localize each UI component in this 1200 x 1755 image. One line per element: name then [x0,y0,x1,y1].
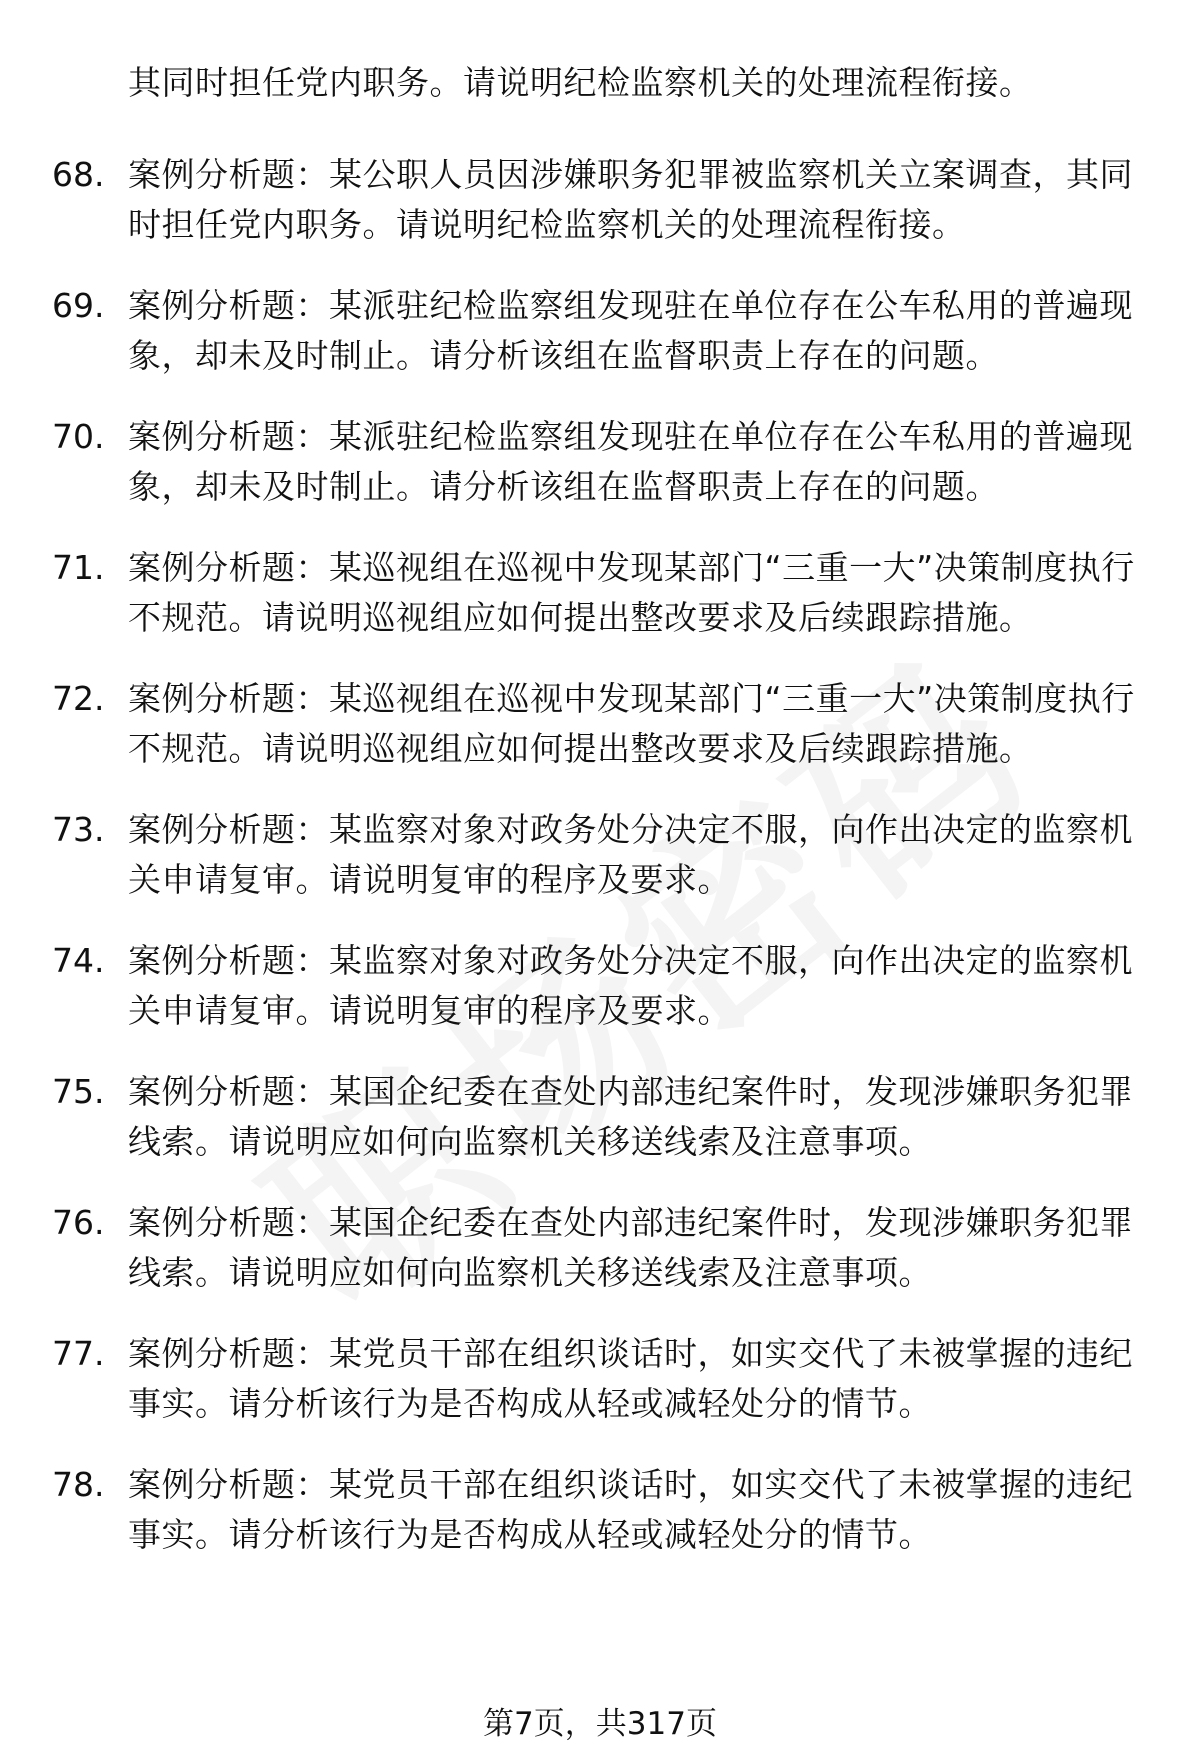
question-number: 78. [52,1465,105,1504]
question-text: 案例分析题：某国企纪委在查处内部违纪案件时，发现涉嫌职务犯罪线索。请说明应如何向监察机关移送线索及注意事项。 [128,1072,1133,1161]
question-text: 案例分析题：某监察对象对政务处分决定不服，向作出决定的监察机关申请复审。请说明复审的程序及要求。 [128,810,1133,899]
question-number: 68. [52,155,105,194]
question-item [0,543,1200,643]
question-item [0,1329,1200,1429]
question-text: 案例分析题：某国企纪委在查处内部违纪案件时，发现涉嫌职务犯罪线索。请说明应如何向监察机关移送线索及注意事项。 [128,1203,1133,1292]
question-text: 案例分析题：某监察对象对政务处分决定不服，向作出决定的监察机关申请复审。请说明复审的程序及要求。 [128,941,1133,1030]
question-text: 案例分析题：某派驻纪检监察组发现驻在单位存在公车私用的普遍现象，却未及时制止。请分析该组在监督职责上存在的问题。 [128,417,1133,506]
question-item [0,674,1200,774]
question-number: 76. [52,1203,105,1242]
question-number: 75. [52,1072,105,1111]
question-number: 72. [52,679,105,718]
question-number: 73. [52,810,105,849]
question-item [0,1067,1200,1167]
question-text: 案例分析题：某派驻纪检监察组发现驻在单位存在公车私用的普遍现象，却未及时制止。请分析该组在监督职责上存在的问题。 [128,286,1133,375]
page-footer: 第7页，共317页 [483,1706,717,1742]
question-text: 案例分析题：某党员干部在组织谈话时，如实交代了未被掌握的违纪事实。请分析该行为是否构成从轻或减轻处分的情节。 [128,1465,1133,1554]
question-number: 71. [52,548,105,587]
question-item [0,936,1200,1036]
question-item [0,150,1200,250]
question-number: 69. [52,286,105,325]
question-text: 案例分析题：某公职人员因涉嫌职务犯罪被监察机关立案调查，其同时担任党内职务。请说明纪检监察机关的处理流程衔接。 [128,155,1133,244]
question-item [0,1460,1200,1560]
question-item [0,805,1200,905]
question-item [0,412,1200,512]
question-number: 70. [52,417,105,456]
question-text: 案例分析题：某党员干部在组织谈话时，如实交代了未被掌握的违纪事实。请分析该行为是否构成从轻或减轻处分的情节。 [128,1334,1133,1423]
continuation-text: 其同时担任党内职务。请说明纪检监察机关的处理流程衔接。 [128,63,1033,102]
question-item [0,281,1200,381]
question-text: 案例分析题：某巡视组在巡视中发现某部门“三重一大”决策制度执行不规范。请说明巡视组应如何提出整改要求及后续跟踪措施。 [128,679,1135,768]
question-text: 案例分析题：某巡视组在巡视中发现某部门“三重一大”决策制度执行不规范。请说明巡视组应如何提出整改要求及后续跟踪措施。 [128,548,1135,637]
question-number: 74. [52,941,105,980]
question-number: 77. [52,1334,105,1373]
question-item [0,1198,1200,1298]
